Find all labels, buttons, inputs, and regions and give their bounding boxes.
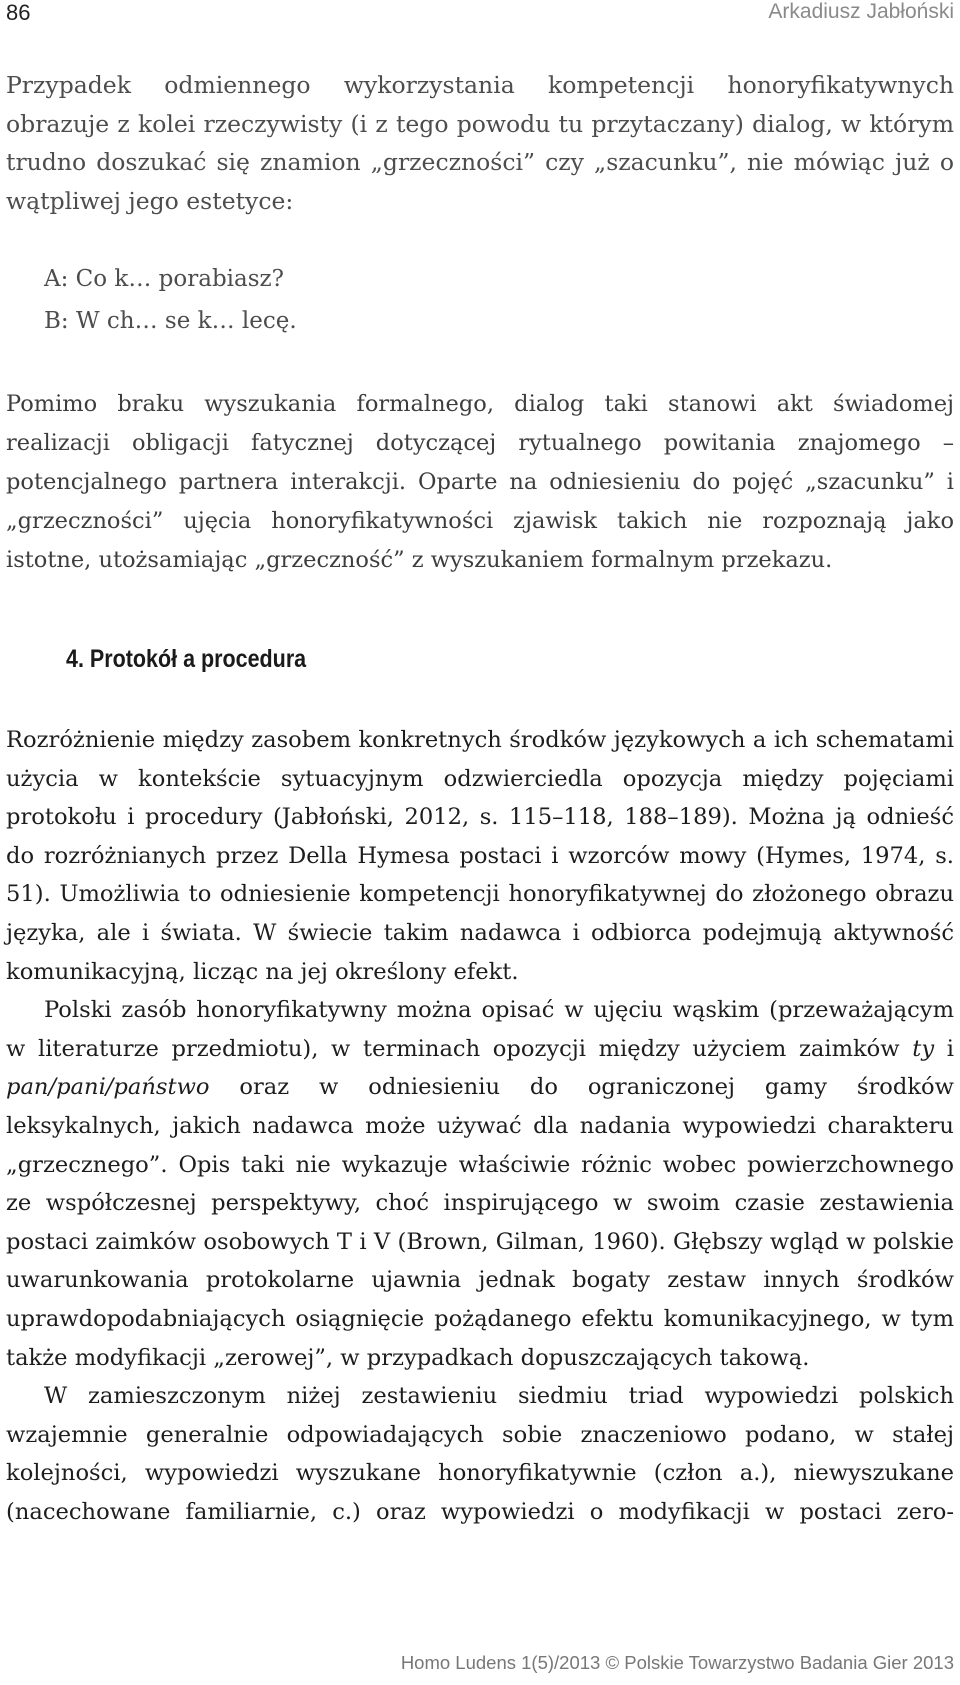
running-head-author: Arkadiusz Jabłoński <box>768 0 954 23</box>
footer-citation: Homo Ludens 1(5)/2013 © Polskie Towarzystwo Badania Gier 2013 <box>400 1652 954 1673</box>
commentary-paragraph: Pomimo braku wyszukania formalnego, dialog taki stanowi akt świadomej realizacji obligacji fatycznej dotyczącej rytualnego powitania znajomego – potencjalnego partnera interakcji. Oparte na odniesieniu do pojęć „szacunku” i „grzeczności” ujęcia honoryfikatywności zjawisk takich nie rozpoznają jako istotne, utożsamiając „grzeczność” z wyszukaniem formalnym przekazu. <box>6 391 954 573</box>
paragraph-2-conjunction: i <box>934 1035 954 1062</box>
section-heading: 4. Protokół a procedura <box>66 645 307 673</box>
paragraph-2-text-end: oraz w odniesieniu do ograniczonej gamy środków leksykalnych, jakich nadawca może używać dla nadania wypowiedzi charakteru „grzecznego”. Opis taki nie wykazuje właściwie różnic wobec powierzchownego ze współczesnej perspektywy, choć inspirującego w swoim czasie zestawienia postaci zaimków osobowych T i V (Brown, Gilman, 1960). Głębszy wgląd w polskie uwarunkowania protokolarne ujawnia jednak bogaty zestaw innych środków uprawdopodabniających osiągnięcie pożądanego efektu komunikacyjnego, w tym także modyfikacji „zerowej”, w przypadkach dopuszczających takową. <box>6 1074 954 1371</box>
paragraph-2-text-start: Polski zasób honoryfikatywny można opisać w ujęciu wąskim (przeważającym w literaturze przedmiotu), w terminach opozycji między użyciem zaimków <box>6 997 954 1062</box>
page-number: 86 <box>6 0 31 25</box>
section-paragraph-2 <box>6 991 954 1377</box>
pronoun-term-ty: ty <box>912 1035 935 1062</box>
section-paragraph-3: W zamieszczonym niżej zestawieniu siedmiu triad wypowiedzi polskich wzajemnie generalnie odpowiadających sobie znaczeniowo podano, w stałej kolejności, wypowiedzi wyszukane honoryfikatywnie (człon a.), niewyszukane (nacechowane familiarnie, c.) oraz wypowiedzi o modyfikacji w postaci zero- <box>6 1383 954 1525</box>
pronoun-term-pan: pan/pani/państwo <box>6 1074 210 1101</box>
dialog-line-a: A: Co k… porabiasz? <box>44 266 284 292</box>
dialog-line-b: B: W ch… se k… lecę. <box>44 308 297 334</box>
section-body <box>6 721 954 1531</box>
intro-paragraph: Przypadek odmiennego wykorzystania kompetencji honoryfikatywnych obrazuje z kolei rzeczywisty (i z tego powodu tu przytaczany) dialog, w którym trudno doszukać się znamion „grzeczności” czy „szacunku”, nie mówiąc już o wątpliwej jego estetyce: <box>6 71 954 215</box>
section-paragraph-1: Rozróżnienie między zasobem konkretnych środków językowych a ich schematami użycia w kontekście sytuacyjnym odzwierciedla opozycja między pojęciami protokołu i procedury (Jabłoński, 2012, s. 115–118, 188–189). Można ją odnieść do rozróżnianych przez Della Hymesa postaci i wzorców mowy (Hymes, 1974, s. 51). Umożliwia to odniesienie kompetencji honoryfikatywnej do złożonego obrazu języka, ale i świata. W świecie takim nadawca i odbiorca podejmują aktywność komunikacyjną, licząc na jej określony efekt. <box>6 727 954 985</box>
